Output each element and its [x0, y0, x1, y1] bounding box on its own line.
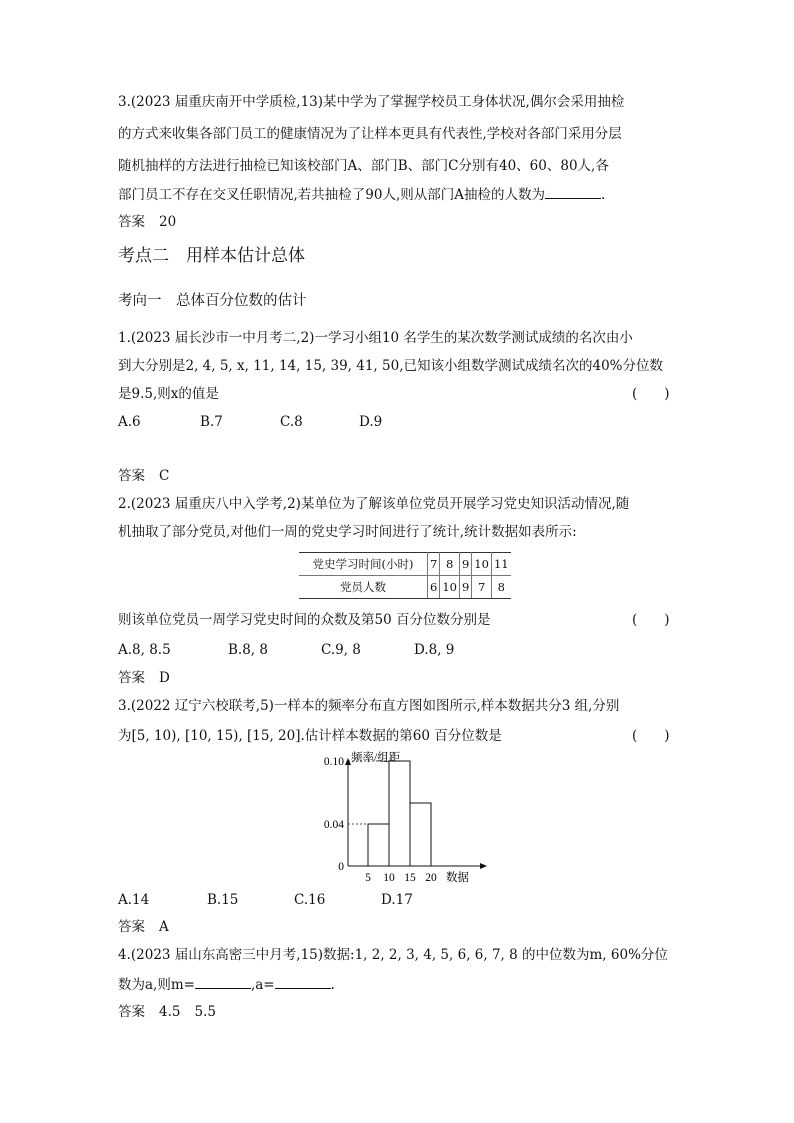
q3-line-2: 为[5, 10), [10, 15), [15, 20].估计样本数据的第60 百分位数是	[118, 728, 502, 744]
y-tick-label: 0.10	[323, 756, 344, 768]
table-cell: 9	[459, 576, 471, 599]
q1-line-3: 是9.5,则x的值是	[118, 386, 219, 402]
histogram-bar	[389, 761, 410, 866]
answer-label: 答案	[118, 670, 145, 686]
q4-answer	[118, 1003, 216, 1021]
table-row	[299, 576, 511, 599]
q3-option-b: B.15	[207, 892, 239, 908]
q1-answer	[118, 467, 169, 485]
y-axis-arrow	[345, 758, 351, 765]
table-cell: 7	[472, 576, 492, 599]
histogram-bar	[410, 803, 431, 866]
x-tick-label: 10	[383, 872, 395, 884]
table-cell: 6	[428, 576, 440, 599]
q3prev-line-1: 3.(2023 届重庆南开中学质检,13)某中学为了掌握学校员工身体状况,偶尔会采用抽检	[118, 94, 625, 110]
section-title: 考点二 用样本估计总体	[118, 246, 305, 266]
q2-line-1: 2.(2023 届重庆八中入学考,2)某单位为了解该单位党员开展学习党史知识活动情况,随	[118, 496, 630, 512]
q3-option-a: A.14	[118, 892, 150, 908]
q1-line-2: 到大分别是2, 4, 5, x, 11, 14, 15, 39, 41, 50,已知该小组数学测试成绩名次的40%分位数	[118, 358, 663, 374]
q4-line-2-text-b: ,a=	[250, 977, 275, 993]
q2-answer-paren: ( )	[632, 612, 670, 628]
q1-option-a: A.6	[118, 414, 141, 430]
answer-value: 20	[159, 214, 177, 230]
answer-blank-m	[195, 975, 251, 989]
q3-answer	[118, 918, 169, 936]
y-axis-label: 频率/组距	[351, 752, 401, 764]
answer-label: 答案	[118, 214, 145, 230]
histogram-bar	[368, 824, 389, 866]
q1-option-b: B.7	[200, 414, 223, 430]
q4-line-1: 4.(2023 届山东高密三中月考,15)数据:1, 2, 2, 3, 4, 5, 6, 6, 7, 8 的中位数为m, 60%分位	[118, 947, 668, 963]
q3prev-answer	[118, 213, 176, 231]
table-cell: 9	[459, 553, 471, 576]
x-axis-label: 数据	[446, 872, 469, 884]
answer-label: 答案	[118, 468, 145, 484]
q3prev-line-4	[118, 185, 605, 204]
q3prev-line-4-text: 部门员工不存在交叉任职情况,若共抽检了90人,则从部门A抽检的人数为	[118, 187, 546, 203]
q1-option-c: C.8	[280, 414, 303, 430]
table-cell: 10	[440, 576, 460, 599]
q2-option-b: B.8, 8	[228, 642, 268, 658]
subsection-title: 考向一 总体百分位数的估计	[118, 293, 307, 309]
table-cell: 7	[428, 553, 440, 576]
y-tick-label: 0.04	[323, 819, 344, 831]
answer-value-a: 5.5	[194, 1004, 216, 1020]
x-axis-arrow	[480, 863, 487, 869]
table-row	[299, 553, 511, 576]
x-tick-label: 20	[425, 872, 437, 884]
answer-blank	[545, 185, 601, 199]
q3-option-c: C.16	[294, 892, 326, 908]
answer-value: A	[159, 919, 169, 935]
q1-line-1: 1.(2023 届长沙市一中月考二,2)一学习小组10 名学生的某次数学测试成绩的名次由小	[118, 330, 633, 346]
answer-label: 答案	[118, 1004, 145, 1020]
table-row-label: 党员人数	[299, 576, 428, 599]
q3-option-d: D.17	[381, 892, 413, 908]
q4-end-mark: .	[330, 977, 335, 993]
q2-answer	[118, 669, 170, 687]
table-cell: 8	[440, 553, 460, 576]
answer-blank-a	[275, 975, 331, 989]
answer-label: 答案	[118, 919, 145, 935]
y-tick-label: 0	[338, 861, 344, 873]
x-tick-label: 5	[365, 872, 371, 884]
q1-answer-paren: ( )	[632, 386, 670, 402]
q4-line-2	[118, 975, 335, 994]
q3prev-end-mark: .	[601, 187, 606, 203]
answer-value: C	[159, 468, 170, 484]
q4-line-2-text-a: 数为a,则m=	[118, 977, 195, 993]
table-cell: 11	[491, 553, 510, 576]
answer-value-m: 4.5	[159, 1004, 181, 1020]
table-cell: 10	[472, 553, 492, 576]
study-time-table	[299, 552, 511, 599]
q3-line-1: 3.(2022 辽宁六校联考,5)一样本的频率分布直方图如图所示,样本数据共分3 组,分别	[118, 698, 620, 714]
q3prev-line-2: 的方式来收集各部门员工的健康情况为了让样本更具有代表性,学校对各部门采用分层	[118, 126, 622, 142]
q2-option-a: A.8, 8.5	[118, 642, 171, 658]
q2-option-d: D.8, 9	[414, 642, 455, 658]
q2-question-line: 则该单位党员一周学习党史时间的众数及第50 百分位数分别是	[118, 612, 491, 628]
table-row-label: 党史学习时间(小时)	[299, 553, 428, 576]
answer-value: D	[159, 670, 170, 686]
q3-answer-paren: ( )	[632, 728, 670, 744]
x-tick-label: 15	[404, 872, 416, 884]
q3prev-line-3: 随机抽样的方法进行抽检已知该校部门A、部门B、部门C分别有40、60、80人,各	[118, 158, 609, 174]
table-cell: 8	[491, 576, 510, 599]
q2-option-c: C.9, 8	[321, 642, 361, 658]
q2-line-2: 机抽取了部分党员,对他们一周的党史学习时间进行了统计,统计数据如表所示:	[118, 524, 577, 540]
q1-option-d: D.9	[359, 414, 383, 430]
